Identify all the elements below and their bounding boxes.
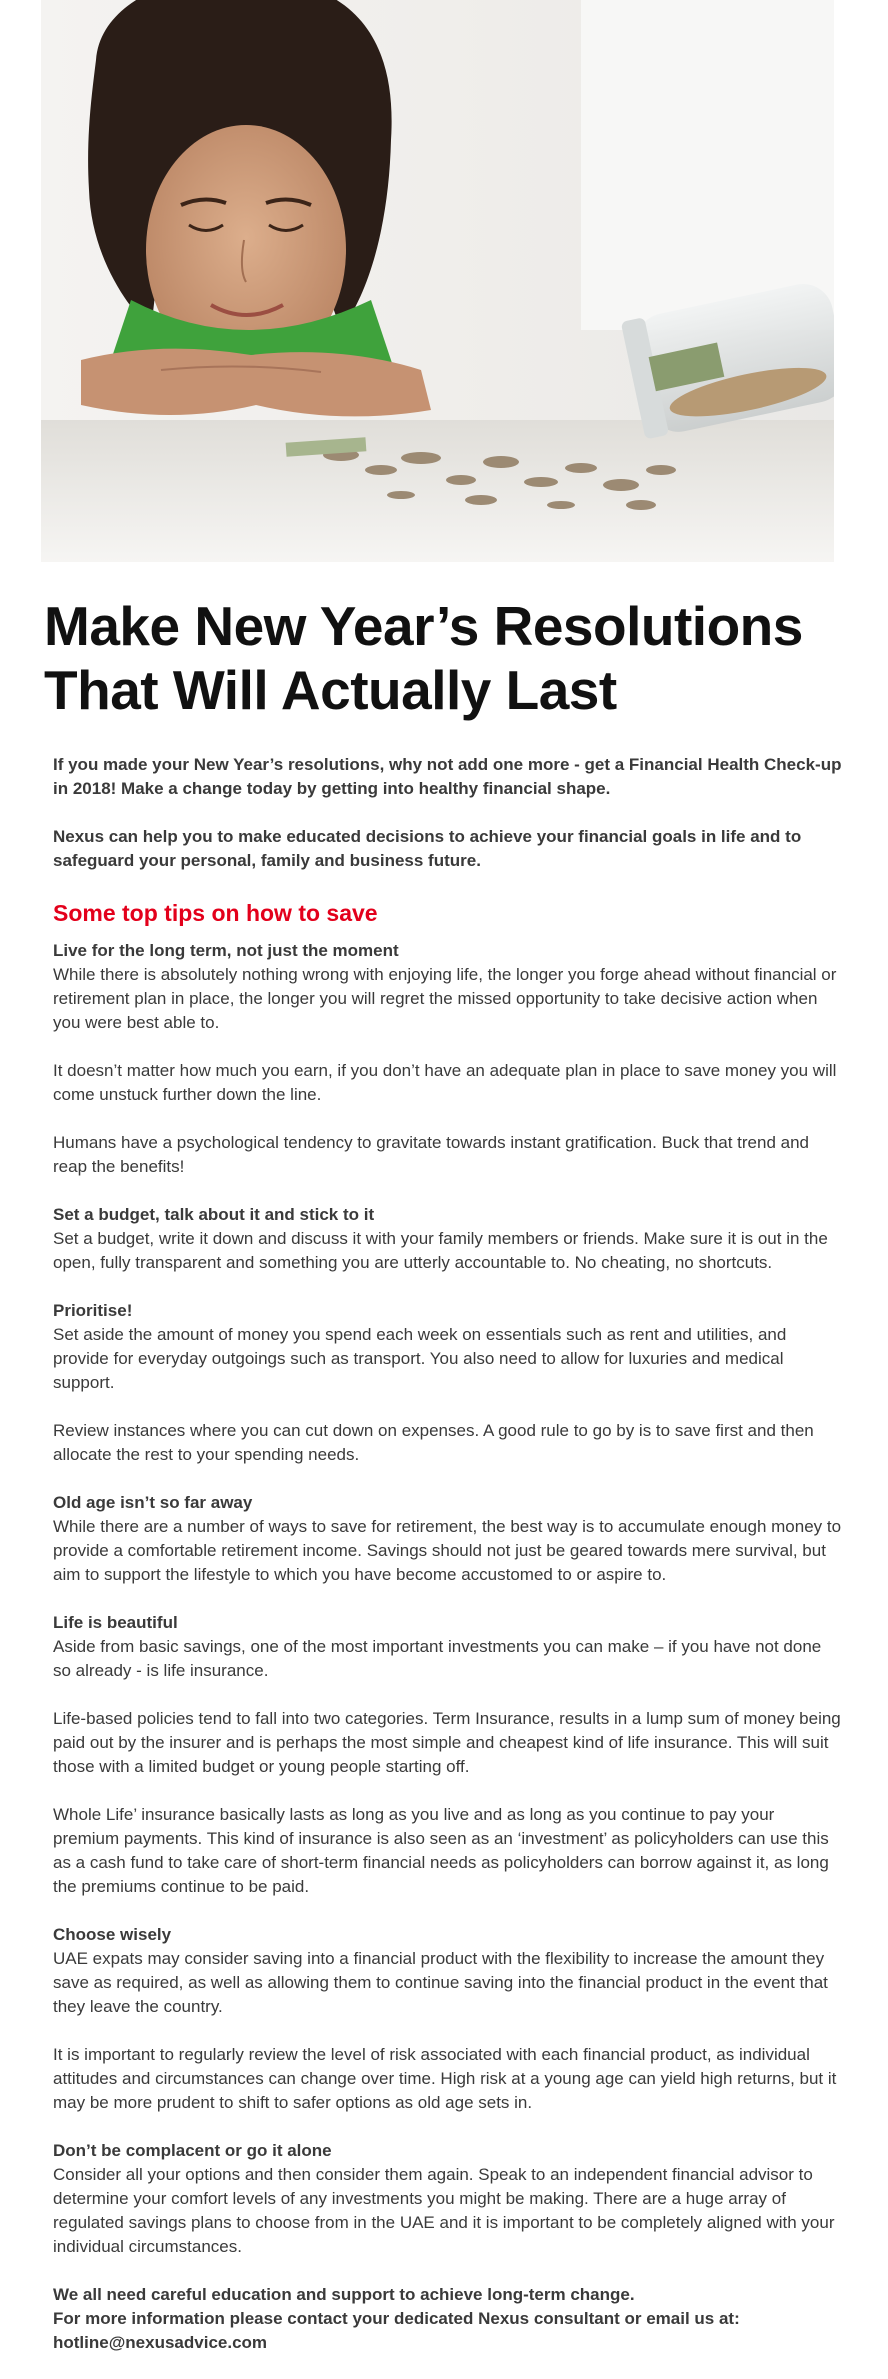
- tip-heading: Choose wisely: [53, 1925, 172, 1944]
- contact-email: hotline@nexusadvice.com: [53, 2333, 268, 2352]
- tip-heading: Old age isn’t so far away: [53, 1493, 253, 1512]
- tip-section: [53, 1611, 843, 1899]
- tip-section: [53, 1491, 843, 1587]
- tip-heading: Live for the long term, not just the moment: [53, 941, 399, 960]
- page-title: Make New Year’s Resolutions That Will Actually Last: [44, 595, 803, 721]
- tip-paragraph: While there is absolutely nothing wrong with enjoying life, the longer you forge ahead without financial or retirement plan in place, the longer you will regret the missed opportunity to take decisive action when you were best able to.: [53, 965, 837, 1032]
- tips-heading: Some top tips on how to save: [53, 900, 378, 926]
- tip-section: [53, 1299, 843, 1467]
- closing-line: For more information please contact your dedicated Nexus consultant or email us at:: [53, 2309, 740, 2328]
- tip-paragraph: Set a budget, write it down and discuss it with your family members or friends. Make sure it is out in the open, fully transparent and something you are utterly accountable to. No cheating, no shortcuts.: [53, 1229, 828, 1272]
- tip-paragraph: Life-based policies tend to fall into two categories. Term Insurance, results in a lump sum of money being paid out by the insurer and is perhaps the most simple and cheapest kind of life insurance. This will suit those with a limited budget or young people starting off.: [53, 1709, 841, 1776]
- article-body: [53, 753, 843, 2379]
- tip-paragraph: Set aside the amount of money you spend each week on essentials such as rent and utilities, and provide for everyday outgoings such as transport. You also need to allow for luxuries and medical support.: [53, 1325, 787, 1392]
- tip-section: [53, 1203, 843, 1275]
- tip-paragraph: Review instances where you can cut down on expenses. A good rule to go by is to save first and then allocate the rest to your spending needs.: [53, 1421, 814, 1464]
- hero-illustration: [41, 0, 834, 562]
- tip-section: [53, 1923, 843, 2115]
- closing-line: We all need careful education and support to achieve long-term change.: [53, 2285, 635, 2304]
- intro-paragraph: If you made your New Year’s resolutions, why not add one more - get a Financial Health Check-up in 2018! Make a change today by getting into healthy financial shape.: [53, 755, 842, 798]
- closing-block: [53, 2283, 843, 2355]
- tip-paragraph: Humans have a psychological tendency to gravitate towards instant gratification. Buck that trend and reap the benefits!: [53, 1133, 809, 1176]
- tip-paragraph: Aside from basic savings, one of the most important investments you can make – if you have not done so already - is life insurance.: [53, 1637, 822, 1680]
- tip-paragraph: Consider all your options and then consider them again. Speak to an independent financial advisor to determine your comfort levels of any investments you might be making. There are a huge array of regulated savings plans to choose from in the UAE and it is important to be completely aligned with your individual circumstances.: [53, 2165, 835, 2256]
- tip-heading: Don’t be complacent or go it alone: [53, 2141, 332, 2160]
- tip-paragraph: It is important to regularly review the level of risk associated with each financial product, as individual attitudes and circumstances can change over time. High risk at a young age can yield high returns, but it may be more prudent to shift to safer options as old age sets in.: [53, 2045, 837, 2112]
- tip-section: [53, 2139, 843, 2259]
- tip-paragraph: Whole Life’ insurance basically lasts as long as you live and as long as you continue to pay your premium payments. This kind of insurance is also seen as an ‘investment’ as policyholders can use this as a cash fund to take care of short-term financial needs as policyholders can borrow against it, as long the premiums continue to be paid.: [53, 1805, 829, 1896]
- tip-paragraph: UAE expats may consider saving into a financial product with the flexibility to increase the amount they save as required, as well as allowing them to continue saving into the financial product in the event that they leave the country.: [53, 1949, 828, 2016]
- tip-section: [53, 939, 843, 1179]
- hero-image: [41, 0, 834, 562]
- intro-paragraph: Nexus can help you to make educated decisions to achieve your financial goals in life and to safeguard your personal, family and business future.: [53, 827, 802, 870]
- tip-heading: Prioritise!: [53, 1301, 133, 1320]
- tip-paragraph: It doesn’t matter how much you earn, if you don’t have an adequate plan in place to save money you will come unstuck further down the line.: [53, 1061, 837, 1104]
- tip-heading: Set a budget, talk about it and stick to it: [53, 1205, 375, 1224]
- tip-heading: Life is beautiful: [53, 1613, 178, 1632]
- tip-paragraph: While there are a number of ways to save for retirement, the best way is to accumulate enough money to provide a comfortable retirement income. Savings should not just be geared towards mere survival, but aim to support the lifestyle to which you have become accustomed to or aspire to.: [53, 1517, 842, 1584]
